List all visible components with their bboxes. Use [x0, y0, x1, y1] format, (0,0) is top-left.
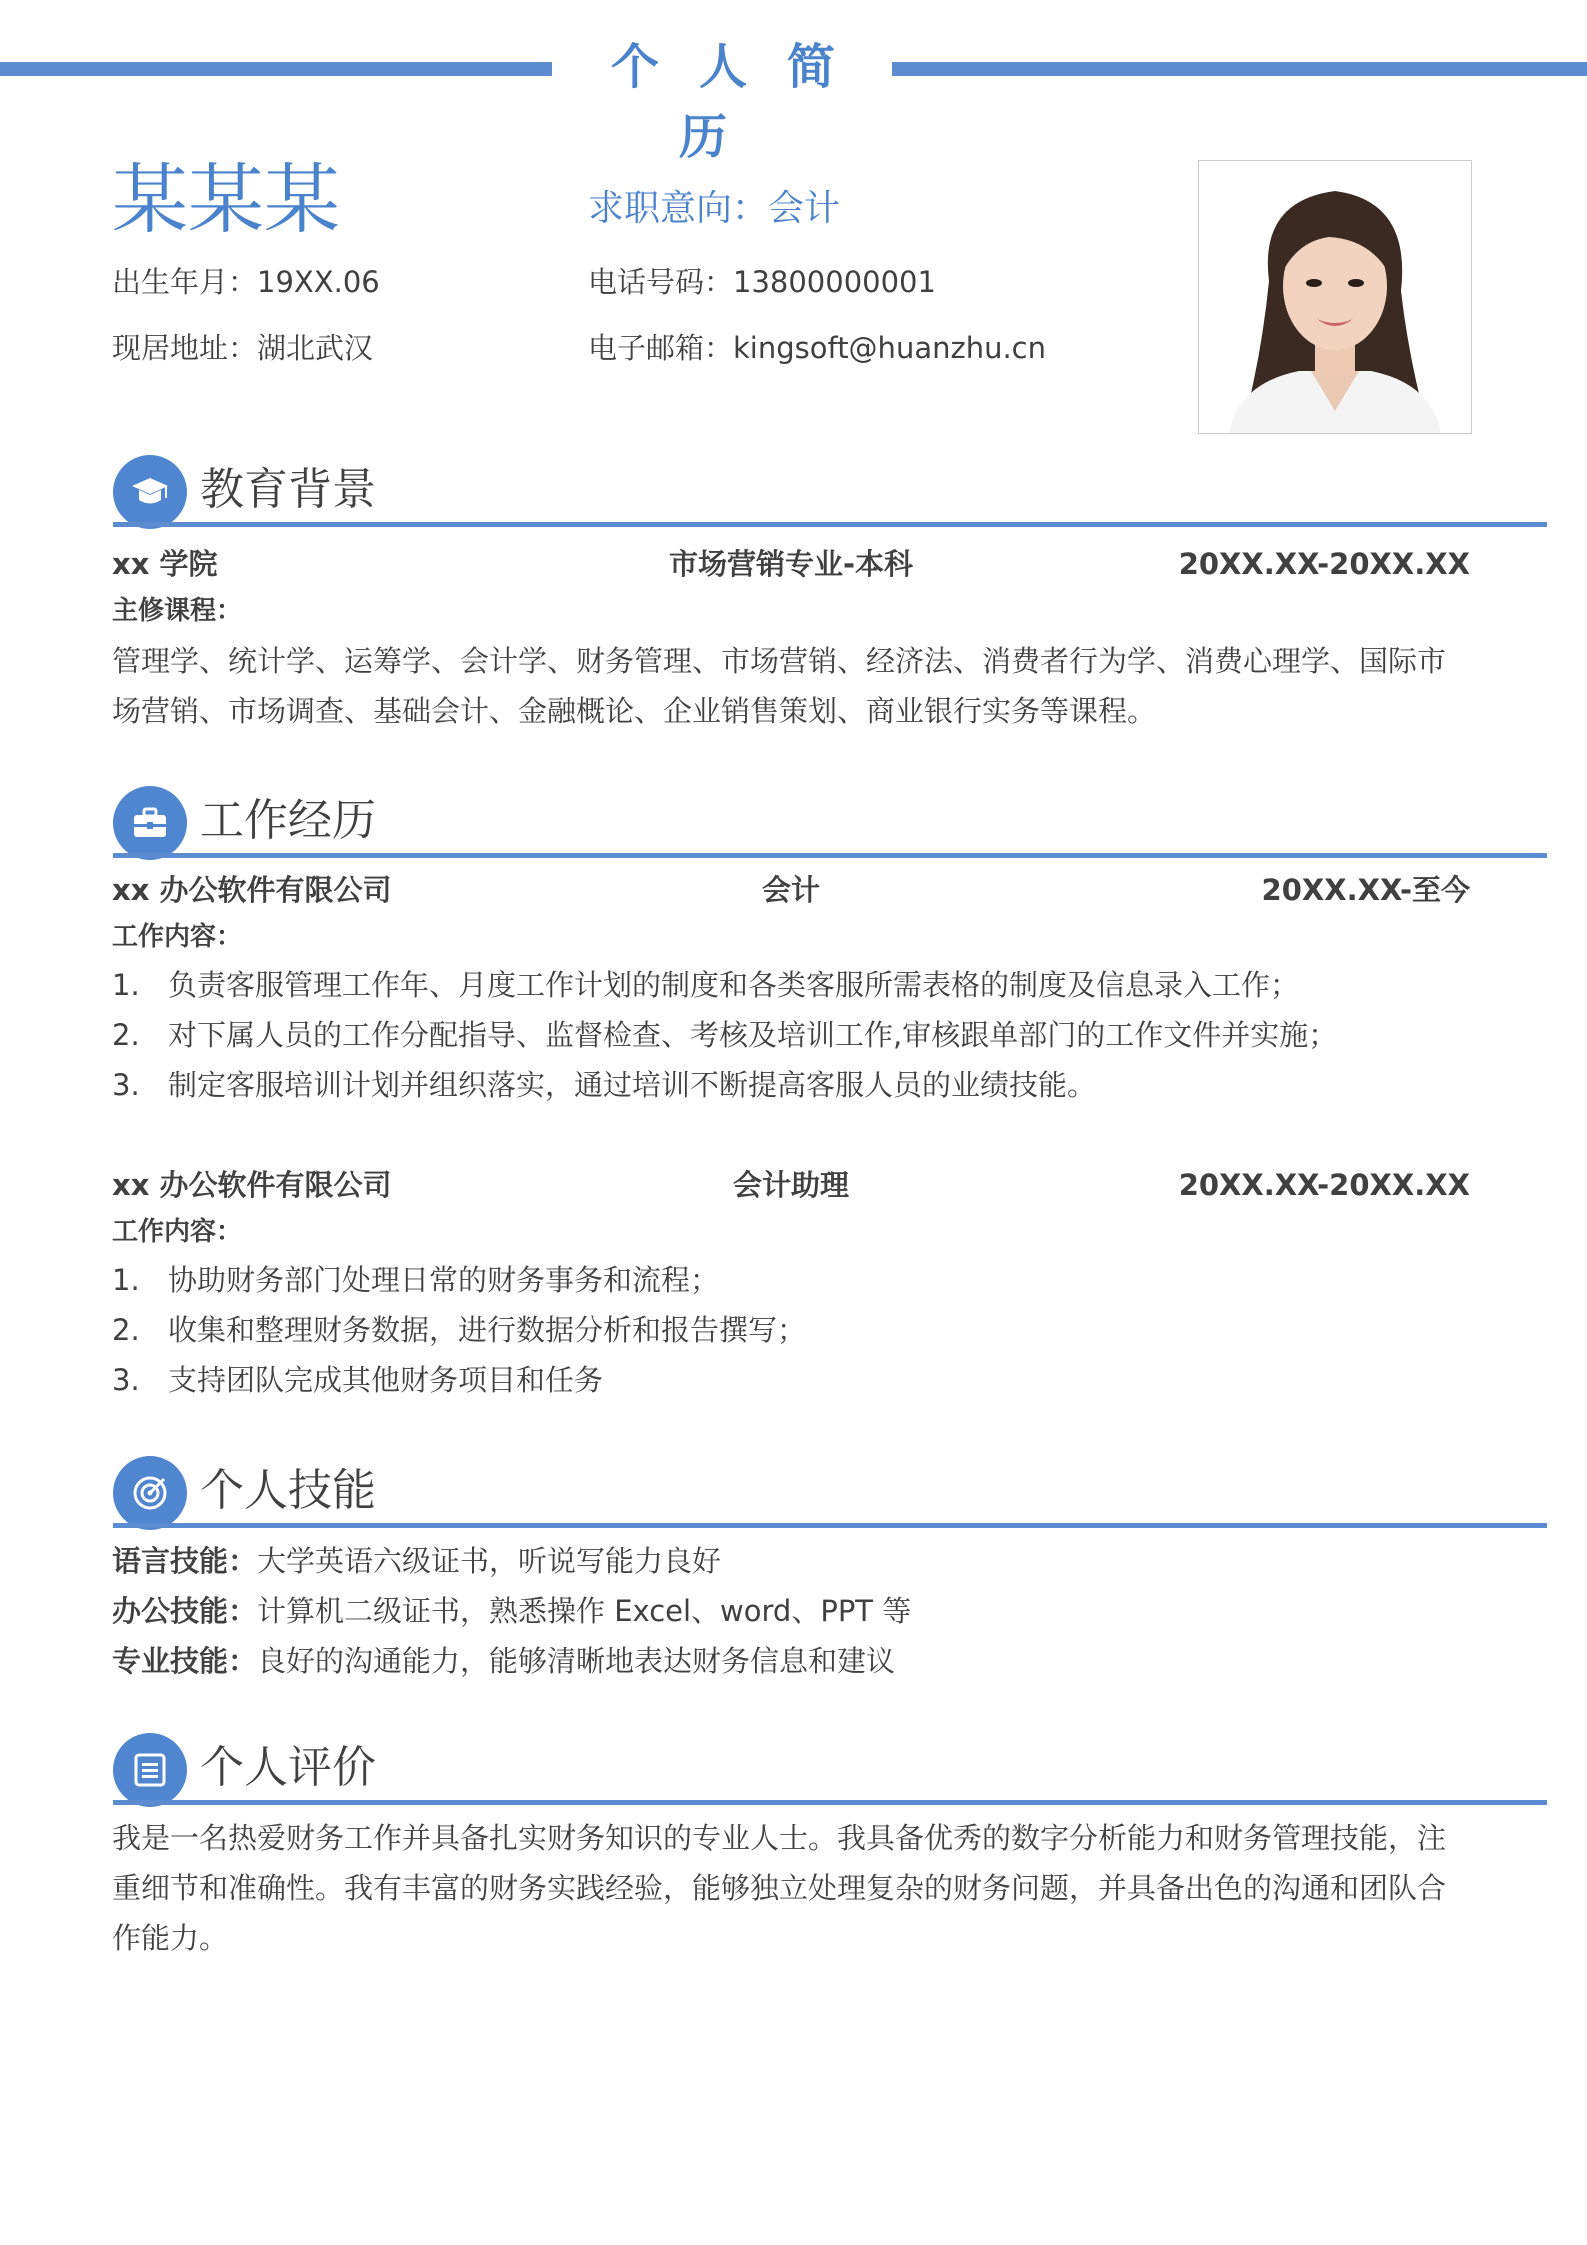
list-text: 协助财务部门处理日常的财务事务和流程； [168, 1263, 720, 1297]
document-icon [113, 1733, 187, 1807]
work-content-label: 工作内容： [112, 1217, 243, 1247]
skills-section-title: 个人技能 [200, 1465, 376, 1516]
briefcase-icon [113, 786, 187, 860]
skill-item [112, 1636, 895, 1686]
list-text: 收集和整理财务数据，进行数据分析和报告撰写； [168, 1313, 807, 1347]
work-divider [113, 853, 1547, 858]
address: 现居地址：湖北武汉 [112, 331, 374, 365]
courses-line-2: 场营销、市场调查、基础会计、金融概论、企业销售策划、商业银行实务等课程。 [112, 694, 1157, 728]
header-bar-left [0, 62, 552, 76]
profile-photo [1198, 160, 1472, 434]
company-name: xx 办公软件有限公司 [112, 1168, 392, 1202]
education-period: 20XX.XX-20XX.XX [1178, 547, 1470, 581]
evaluation-line-3: 作能力。 [112, 1921, 229, 1955]
skill-key: 语言技能： [112, 1544, 258, 1578]
phone-number: 电话号码：13800000001 [588, 265, 936, 299]
company-name: xx 办公软件有限公司 [112, 873, 392, 907]
job-period: 20XX.XX-20XX.XX [1178, 1168, 1470, 1202]
job-intent: 求职意向：会计 [588, 188, 841, 229]
list-number: 1. [112, 968, 140, 1002]
evaluation-line-1: 我是一名热爱财务工作并具备扎实财务知识的专业人士。我具备优秀的数字分析能力和财务管理技能，注 [112, 1821, 1447, 1855]
graduation-cap-icon [113, 455, 187, 529]
skill-value: 计算机二级证书，熟悉操作 Excel、word、PPT 等 [257, 1594, 912, 1628]
list-item [112, 960, 1299, 1010]
job-position: 会计助理 [732, 1168, 849, 1202]
major: 市场营销专业-本科 [668, 547, 914, 581]
page-title: 个人简历 [610, 39, 875, 165]
skill-key: 办公技能： [112, 1594, 258, 1628]
list-text: 对下属人员的工作分配指导、监督检查、考核及培训工作,审核跟单部门的工作文件并实施； [168, 1018, 1338, 1052]
evaluation-divider [113, 1800, 1547, 1805]
education-row [112, 544, 1470, 584]
list-number: 2. [112, 1313, 140, 1347]
list-item [112, 1010, 1337, 1060]
candidate-name: 某某某 [112, 155, 340, 244]
list-number: 2. [112, 1018, 140, 1052]
target-icon [113, 1456, 187, 1530]
list-number: 3. [112, 1068, 140, 1102]
skill-item [112, 1586, 911, 1636]
skill-item [112, 1536, 721, 1586]
school-name: xx 学院 [112, 547, 218, 581]
email: 电子邮箱：kingsoft@huanzhu.cn [588, 331, 1046, 365]
skill-key: 专业技能： [112, 1644, 258, 1678]
list-text: 制定客服培训计划并组织落实，通过培训不断提高客服人员的业绩技能。 [168, 1068, 1097, 1102]
job-period: 20XX.XX-至今 [1261, 873, 1470, 907]
evaluation-line-2: 重细节和准确性。我有丰富的财务实践经验，能够独立处理复杂的财务问题，并具备出色的沟通和团队合 [112, 1871, 1447, 1905]
job-position: 会计 [761, 873, 820, 907]
list-item [112, 1060, 1096, 1110]
list-number: 3. [112, 1363, 140, 1397]
job-row [112, 870, 1470, 910]
evaluation-section-title: 个人评价 [200, 1742, 376, 1793]
education-divider [113, 522, 1547, 527]
list-number: 1. [112, 1263, 140, 1297]
skill-value: 良好的沟通能力，能够清晰地表达财务信息和建议 [257, 1644, 896, 1678]
list-text: 负责客服管理工作年、月度工作计划的制度和各类客服所需表格的制度及信息录入工作； [168, 968, 1300, 1002]
list-item [112, 1355, 603, 1405]
list-text: 支持团队完成其他财务项目和任务 [168, 1363, 604, 1397]
birth-date: 出生年月：19XX.06 [112, 265, 380, 299]
courses-line-1: 管理学、统计学、运筹学、会计学、财务管理、市场营销、经济法、消费者行为学、消费心理学、国际市 [112, 644, 1447, 678]
list-item [112, 1305, 806, 1355]
courses-label: 主修课程： [112, 596, 243, 626]
job-row [112, 1165, 1470, 1205]
header-bar-right [892, 62, 1587, 76]
work-section-title: 工作经历 [200, 795, 376, 846]
list-item [112, 1255, 719, 1305]
skills-divider [113, 1523, 1547, 1528]
education-section-title: 教育背景 [200, 464, 376, 515]
work-content-label: 工作内容： [112, 922, 243, 952]
skill-value: 大学英语六级证书，听说写能力良好 [257, 1544, 722, 1578]
